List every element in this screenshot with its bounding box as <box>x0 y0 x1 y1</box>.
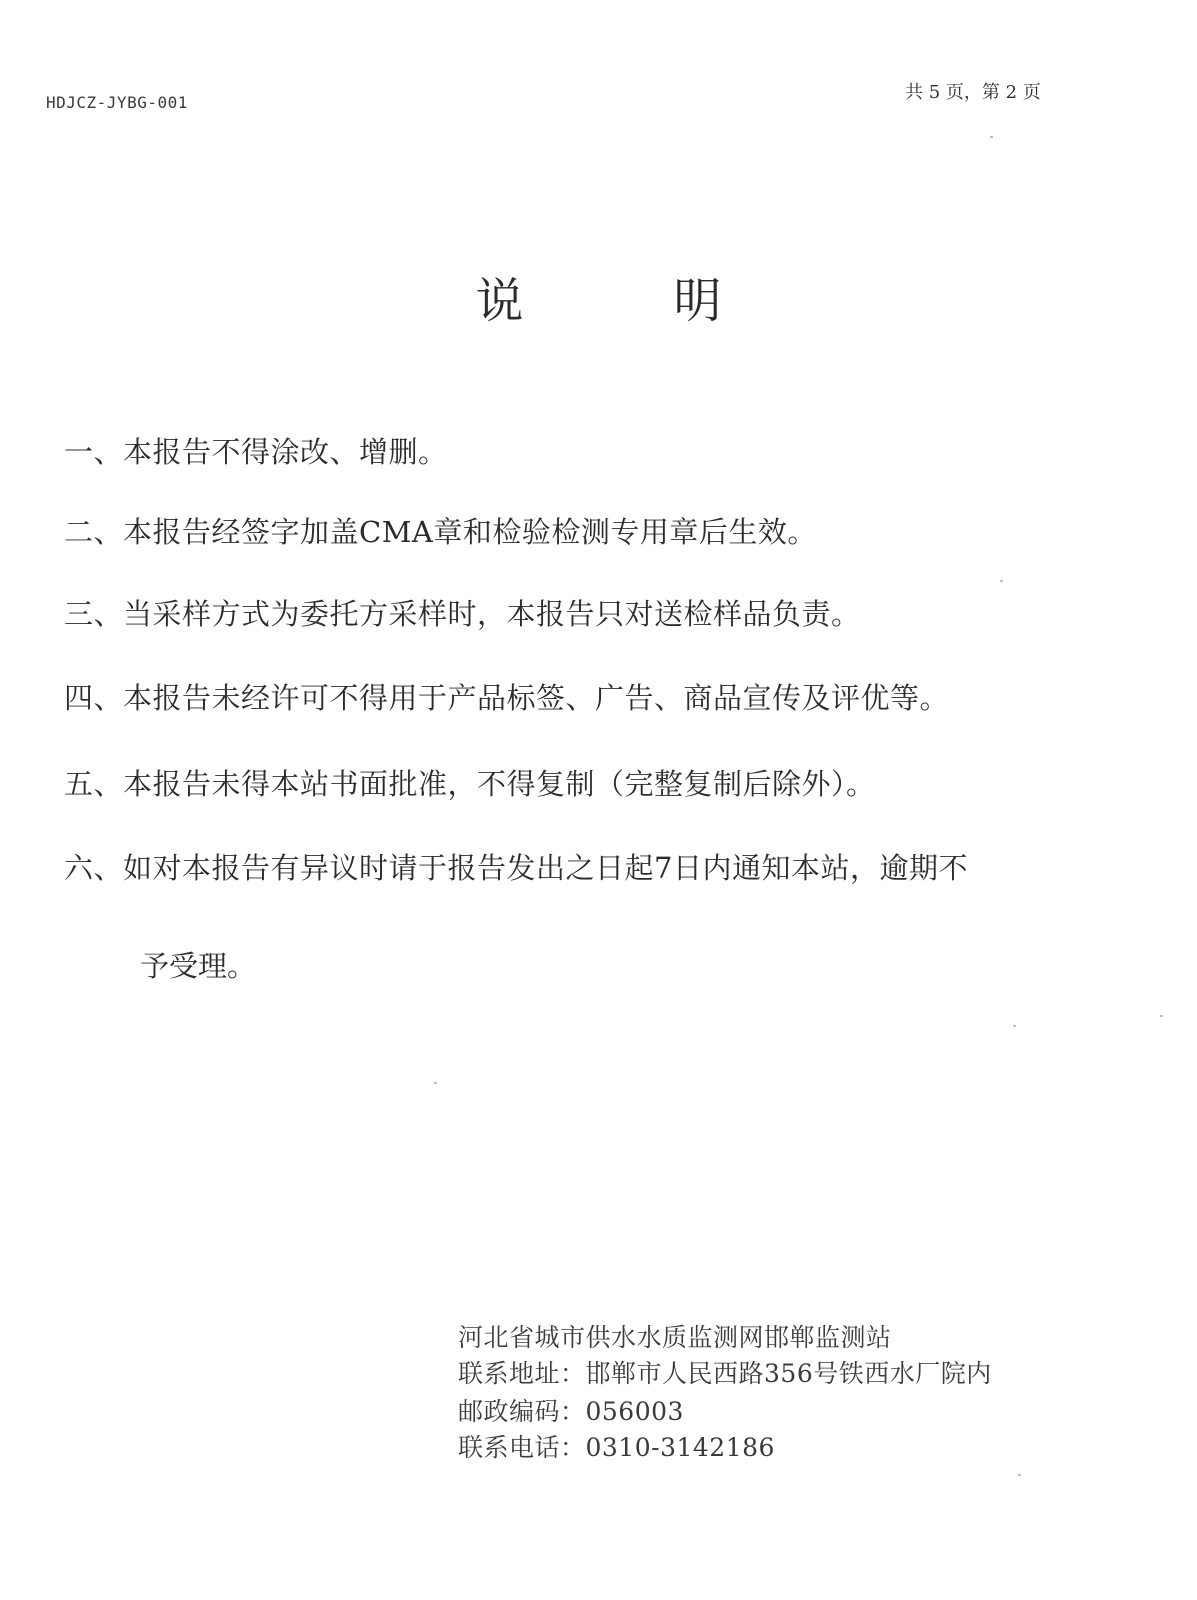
page-title: 说明 <box>475 273 872 329</box>
scan-speck <box>434 1082 437 1084</box>
clause-3 <box>64 592 861 633</box>
clause-6-continuation: 予受理。 <box>140 949 257 983</box>
document-code: HDJCZ-JYBG-001 <box>46 93 188 112</box>
clause-4 <box>64 676 949 717</box>
clause-5 <box>64 762 876 803</box>
scan-speck <box>1018 1474 1021 1476</box>
scan-speck <box>1160 1015 1163 1017</box>
clause-text: 当采样方式为委托方采样时，本报告只对送检样品负责。 <box>123 597 861 631</box>
clause-text: 本报告经签字加盖CMA章和检验检测专用章后生效。 <box>123 515 817 549</box>
clause-number: 四、 <box>64 681 124 715</box>
contact-address: 联系地址：邯郸市人民西路356号铁西水厂院内 <box>458 1359 992 1388</box>
clause-number: 二、 <box>64 515 124 549</box>
clause-number: 三、 <box>64 597 124 631</box>
clause-text: 本报告未得本站书面批准，不得复制（完整复制后除外）。 <box>123 767 876 801</box>
scan-speck <box>1013 1025 1016 1027</box>
clause-number: 一、 <box>64 435 124 469</box>
contact-org: 河北省城市供水水质监测网邯郸监测站 <box>458 1323 892 1352</box>
clause-2 <box>64 510 817 551</box>
clause-text: 本报告不得涂改、增删。 <box>123 435 448 469</box>
scan-speck <box>1000 580 1003 582</box>
page-indicator: 共 5 页，第 2 页 <box>905 82 1041 103</box>
clause-number: 六、 <box>64 851 124 885</box>
clause-text: 如对本报告有异议时请于报告发出之日起7日内通知本站，逾期不 <box>123 851 968 885</box>
clause-6 <box>64 846 968 887</box>
contact-postcode: 邮政编码：056003 <box>458 1397 684 1426</box>
clause-text: 本报告未经许可不得用于产品标签、广告、商品宣传及评优等。 <box>123 681 950 715</box>
clause-number: 五、 <box>64 767 124 801</box>
scan-speck <box>990 136 993 138</box>
contact-phone: 联系电话：0310-3142186 <box>458 1433 775 1462</box>
clause-1 <box>64 430 448 471</box>
